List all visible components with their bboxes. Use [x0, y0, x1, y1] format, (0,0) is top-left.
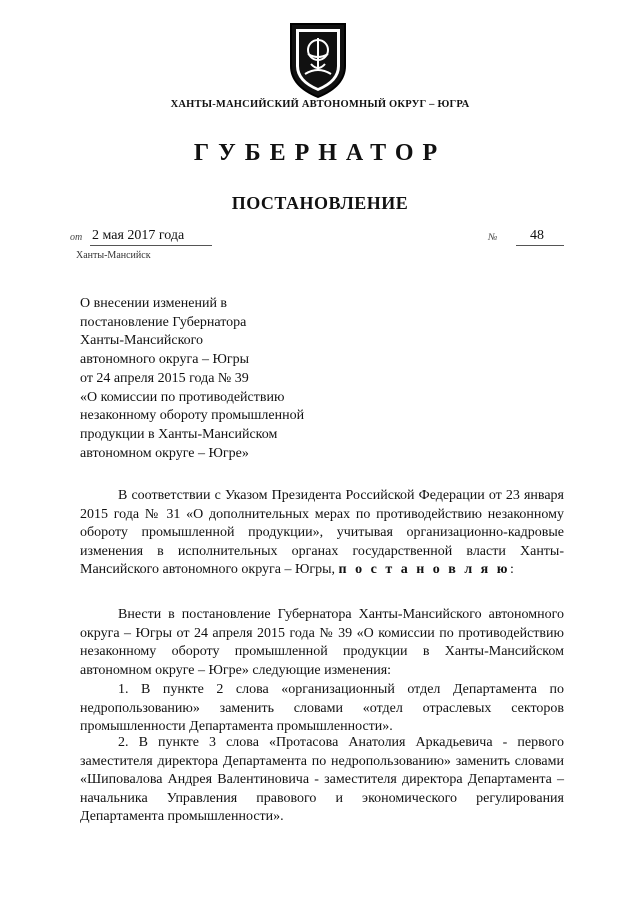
emblem-icon	[287, 20, 349, 100]
title-line: незаконному обороту промышленной	[80, 408, 305, 424]
title-line: постановление Губернатора	[80, 314, 247, 330]
date-prefix: от	[70, 232, 83, 243]
coat-of-arms-emblem	[287, 20, 349, 100]
decree-colon: :	[509, 562, 514, 578]
document-date: 2 мая 2017 года	[92, 228, 185, 243]
title-line: автономного округа – Югры	[80, 352, 249, 368]
region-name: ХАНТЫ-МАНСИЙСКИЙ АВТОНОМНЫЙ ОКРУГ – ЮГРА	[170, 99, 470, 110]
issue-city: Ханты-Мансийск	[76, 250, 151, 261]
title-line: автономном округе – Югре»	[80, 445, 249, 461]
item-2-paragraph: 2. В пункте 3 слова «Протасова Анатолия Аркадьевича - первого заместителя директора Департамента по недропользованию» заменить словами «Шиповалова Андрея Валентиновича - заместителя директора Департамента – начальника Управления правового и экономического регулирования Департамента промышленности».	[80, 735, 564, 825]
governor-heading: ГУБЕРНАТОР	[193, 140, 447, 166]
document-title	[80, 295, 340, 463]
title-line: продукции в Ханты-Мансийском	[80, 426, 278, 442]
intro-paragraph: Внести в постановление Губернатора Ханты-Мансийского автономного округа – Югры от 24 апреля 2015 года № 39 «О комиссии по противодействию незаконному обороту промышленной продукции в Ханты-Мансийском автономном округе – Югре» следующие изменения:	[80, 607, 564, 678]
number-underline	[516, 245, 564, 246]
decree-word: п о с т а н о в л я ю	[338, 562, 510, 578]
item-1-paragraph: 1. В пункте 2 слова «организационный отдел Департамента по недропользованию» заменить словами «отдел отраслевых секторов промышленности Департамента промышленности».	[80, 682, 564, 735]
title-line: О внесении изменений в	[80, 296, 228, 311]
date-underline	[90, 245, 212, 246]
document-number: 48	[530, 228, 544, 243]
document-type-heading: ПОСТАНОВЛЕНИЕ	[231, 193, 409, 213]
date-number-row	[70, 228, 570, 248]
title-line: от 24 апреля 2015 года № 39	[80, 370, 249, 386]
number-prefix: №	[488, 232, 498, 243]
title-line: «О комиссии по противодействию	[80, 389, 285, 405]
preamble-paragraph	[80, 487, 564, 580]
title-line: Ханты-Мансийского	[80, 333, 204, 349]
preamble-text: В соответствии с Указом Президента Российской Федерации от 23 января 2015 года № 31 «О дополнительных мерах по противодействию незаконному обороту промышленной продукции», учитывая организационно-кадровые изменения в исполнительных органах государственной власти Ханты-Мансийского автономного округа – Югры,	[80, 488, 564, 578]
